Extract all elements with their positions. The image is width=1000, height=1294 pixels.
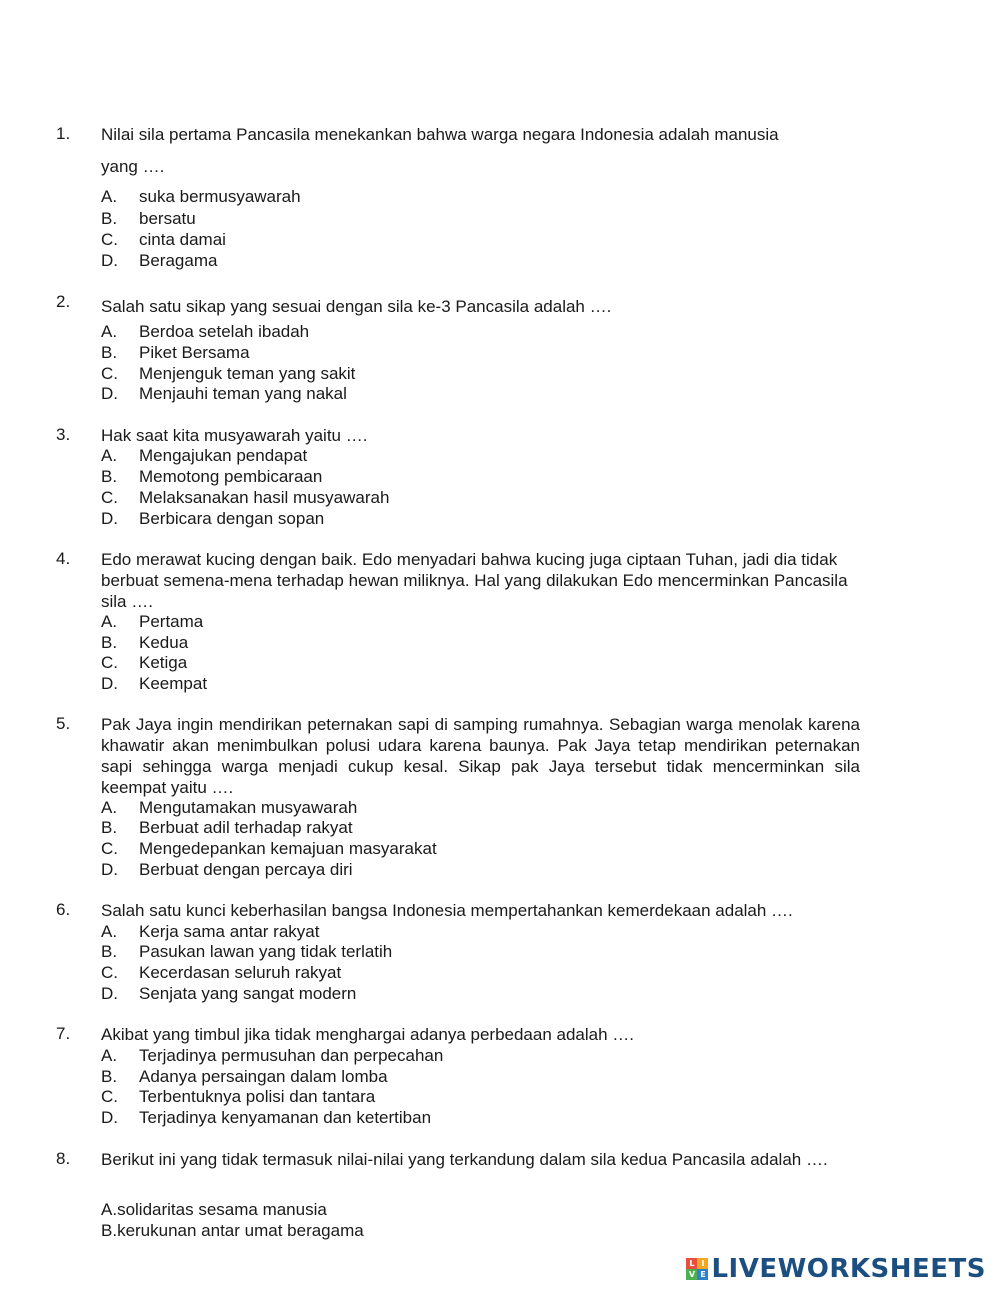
logo-text: LIVEWORKSHEETS [711,1254,986,1284]
option-b[interactable]: B. Adanya persaingan dalam lomba [101,1067,388,1086]
question-stem: Edo merawat kucing dengan baik. Edo menyadari bahwa kucing juga ciptaan Tuhan, jadi dia tidak berbuat semena-mena terhadap hewan miliknya. Hal yang dilakukan Edo mencerminkan Pancasila sila …. [101,550,848,611]
option-b[interactable]: B.kerukunan antar umat beragama [101,1221,364,1240]
question-number: 4. [56,549,71,568]
option-d[interactable]: D. Senjata yang sangat modern [101,984,357,1003]
option-d[interactable]: D. Menjauhi teman yang nakal [101,384,347,403]
question-stem: Salah satu sikap yang sesuai dengan sila ke-3 Pancasila adalah …. [101,297,612,316]
option-b[interactable]: B. Memotong pembicaraan [101,467,323,486]
option-c[interactable]: C. Melaksanakan hasil musyawarah [101,488,390,507]
logo-letter-v: V [686,1269,697,1280]
question-stem: Nilai sila pertama Pancasila menekankan bahwa warga negara Indonesia adalah manusia [101,125,779,144]
liveworksheets-logo [686,1252,986,1286]
question-stem: Salah satu kunci keberhasilan bangsa Indonesia mempertahankan kemerdekaan adalah …. [101,901,793,920]
option-a[interactable]: A. Mengutamakan musyawarah [101,798,358,817]
option-c[interactable]: C. Menjenguk teman yang sakit [101,364,356,383]
question-number: 7. [56,1024,71,1043]
question-number: 6. [56,900,71,919]
logo-letter-e: E [697,1269,708,1280]
liveworksheets-logo-icon [686,1258,708,1280]
question-stem: Akibat yang timbul jika tidak menghargai adanya perbedaan adalah …. [101,1025,635,1044]
question-number: 1. [56,124,71,143]
question-stem: Hak saat kita musyawarah yaitu …. [101,426,368,445]
option-c[interactable]: C. Mengedepankan kemajuan masyarakat [101,839,437,858]
question-number: 2. [56,292,71,311]
option-d[interactable]: D. Terjadinya kenyamanan dan ketertiban [101,1108,432,1127]
option-c[interactable]: C. Kecerdasan seluruh rakyat [101,963,342,982]
option-d[interactable]: D. Berbuat dengan percaya diri [101,860,353,879]
option-a[interactable]: A.solidaritas sesama manusia [101,1200,327,1219]
option-a[interactable]: A. Mengajukan pendapat [101,446,308,465]
option-a[interactable]: A. Kerja sama antar rakyat [101,922,320,941]
question-number: 5. [56,714,71,733]
logo-letter-i: I [697,1258,708,1269]
option-b[interactable]: B. Piket Bersama [101,343,250,362]
option-d[interactable]: D. Keempat [101,674,208,693]
option-d[interactable]: D. Beragama [101,251,218,270]
option-b[interactable]: B. Pasukan lawan yang tidak terlatih [101,942,393,961]
logo-letter-l: L [686,1258,697,1269]
option-a[interactable]: A. Terjadinya permusuhan dan perpecahan [101,1046,444,1065]
option-a[interactable]: A. Pertama [101,612,204,631]
option-d[interactable]: D. Berbicara dengan sopan [101,509,325,528]
option-c[interactable]: C. Terbentuknya polisi dan tantara [101,1087,376,1106]
option-a[interactable]: A. suka bermusyawarah [101,187,301,206]
option-c[interactable]: C. cinta damai [101,230,226,249]
question-stem-continuation: yang …. [101,157,165,176]
option-b[interactable]: B. Berbuat adil terhadap rakyat [101,818,353,837]
option-c[interactable]: C. Ketiga [101,653,188,672]
question-stem: Berikut ini yang tidak termasuk nilai-nilai yang terkandung dalam sila kedua Pancasila adalah …. [101,1150,828,1169]
question-number: 3. [56,425,71,444]
option-a[interactable]: A. Berdoa setelah ibadah [101,322,310,341]
option-b[interactable]: B. bersatu [101,209,196,228]
question-number: 8. [56,1149,71,1168]
option-b[interactable]: B. Kedua [101,633,189,652]
question-stem: Pak Jaya ingin mendirikan peternakan sapi di samping rumahnya. Sebagian warga menolak karena khawatir akan menimbulkan polusi udara karena baunya. Pak Jaya tetap mendirikan peternakan sapi sehingga warga menjadi cukup kesal. Sikap pak Jaya tersebut tidak mencerminkan sila keempat yaitu …. [101,715,860,797]
